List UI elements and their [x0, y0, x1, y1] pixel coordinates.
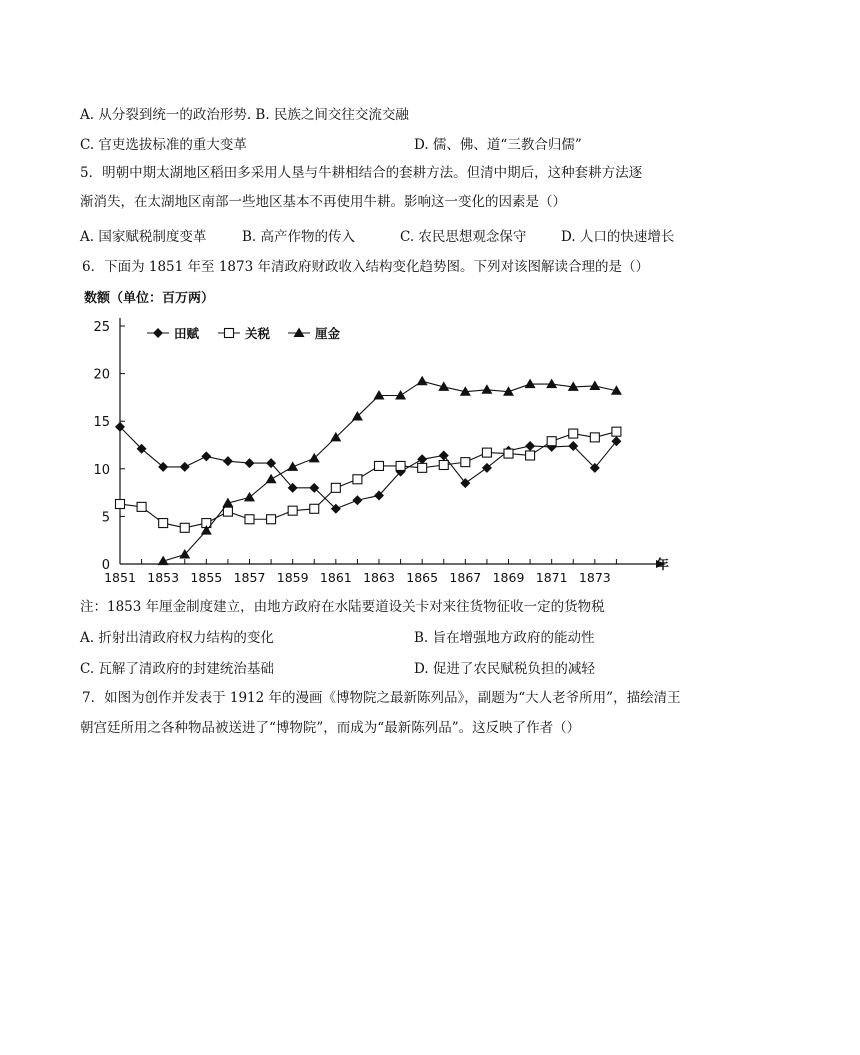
x-tick-label: 1851	[104, 570, 136, 585]
x-tick-label: 1859	[276, 570, 309, 585]
chart-legend	[147, 326, 341, 341]
series-1	[116, 427, 621, 532]
data-point	[417, 376, 428, 386]
data-point	[417, 454, 427, 464]
data-point	[504, 449, 513, 458]
data-point	[418, 463, 427, 472]
data-point	[612, 427, 621, 436]
series-2	[158, 376, 622, 565]
x-tick-label: 1865	[406, 570, 439, 585]
data-point	[375, 461, 384, 470]
data-point	[525, 379, 536, 389]
y-tick-label: 25	[93, 320, 110, 335]
data-point	[353, 475, 362, 484]
x-tick-label: 1857	[233, 570, 266, 585]
legend-label: 关税	[245, 326, 271, 341]
data-point	[461, 458, 470, 467]
y-axis-label: 数额（单位：百万两）	[84, 291, 215, 306]
data-point	[395, 390, 406, 400]
q5-stem-line2: 渐消失，在太湖地区南部一些地区基本不再使用牛耕。影响这一变化的因素是（）	[80, 194, 566, 210]
q5-option-c: C. 农民思想观念保守	[400, 229, 527, 245]
data-point	[526, 451, 535, 460]
data-point	[525, 441, 535, 451]
data-point	[439, 450, 449, 460]
x-tick-label: 1871	[535, 570, 568, 585]
data-point	[223, 456, 233, 466]
q6-note: 注：1853 年厘金制度建立，由地方政府在水陆要道设关卡对来往货物征收一定的货物税	[80, 599, 605, 615]
data-point	[310, 504, 319, 513]
y-tick-label: 15	[93, 415, 110, 431]
data-point	[546, 379, 557, 389]
y-tick-label: 0	[101, 558, 110, 573]
q5-option-b: B. 高产作物的传入	[242, 229, 356, 245]
data-point	[439, 460, 448, 469]
data-point	[266, 474, 277, 484]
q6-option-a: A. 折射出清政府权力结构的变化	[80, 630, 274, 646]
data-point	[569, 429, 578, 438]
y-tick-label: 10	[93, 462, 110, 478]
chart-series	[115, 376, 622, 565]
series-0	[115, 422, 621, 514]
x-tick-label: 1867	[449, 570, 482, 585]
data-point	[396, 461, 405, 470]
x-tick-label: 1855	[190, 570, 223, 585]
data-point	[287, 461, 298, 471]
q7-stem-line1: 7．如图为创作并发表于 1912 年的漫画《博物院之最新陈列品》，副题为“大人老爷所用”，描绘清王	[82, 690, 681, 706]
q7-stem-line2: 朝宫廷所用之各种物品被送进了“博物院”，而成为“最新陈列品”。这反映了作者（）	[80, 720, 581, 736]
x-tick-label: 1863	[363, 570, 395, 585]
y-tick-label: 5	[101, 510, 110, 526]
data-point	[460, 478, 470, 488]
legend-label: 厘金	[315, 326, 341, 341]
data-point	[223, 507, 232, 516]
data-point	[482, 448, 491, 457]
x-axis-label: 年	[656, 558, 670, 573]
q6-option-c: C. 瓦解了清政府的封建统治基础	[80, 661, 274, 677]
data-point	[180, 462, 190, 472]
legend-label: 田赋	[174, 326, 200, 341]
series-line	[120, 427, 616, 509]
x-tick-label: 1861	[319, 570, 352, 585]
x-tick-label: 1873	[578, 570, 611, 585]
q5-option-a: A. 国家赋税制度变革	[80, 229, 207, 245]
chart-ticks	[93, 320, 616, 585]
data-point	[547, 437, 556, 446]
data-point	[590, 433, 599, 442]
x-tick-label: 1869	[492, 570, 525, 585]
q6-option-b: B. 旨在增强地方政府的能动性	[414, 630, 595, 646]
q5-stem-line1: 5．明朝中期太湖地区稻田多采用人垦与牛耕相结合的套耕方法。但清中期后，这种套耕方法逐	[80, 165, 643, 181]
q4-option-d: D. 儒、佛、道“三教合归儒”	[414, 137, 582, 153]
data-point	[352, 495, 362, 505]
q6-option-d: D. 促进了农民赋税负担的减轻	[414, 661, 595, 677]
chart-axes	[120, 318, 666, 568]
data-point	[589, 380, 600, 390]
legend-marker	[153, 328, 163, 338]
q4-option-a-b: A. 从分裂到统一的政治形势. B. 民族之间交往交流交融	[80, 107, 409, 123]
data-point	[244, 492, 255, 502]
data-point	[267, 515, 276, 524]
data-point	[137, 502, 146, 511]
q4-option-c: C. 官吏选拔标准的重大变革	[80, 137, 247, 153]
legend-marker	[294, 328, 305, 338]
data-point	[481, 384, 492, 394]
series-line	[163, 381, 616, 561]
data-point	[116, 500, 125, 509]
data-point	[180, 523, 189, 532]
y-tick-label: 20	[93, 367, 110, 383]
data-point	[245, 515, 254, 524]
data-point	[288, 506, 297, 515]
data-point	[331, 483, 340, 492]
data-point	[159, 519, 168, 528]
data-point	[201, 451, 211, 461]
q6-stem: 6．下面为 1851 年至 1873 年清政府财政收入结构变化趋势图。下列对该图解读合理的是（）	[82, 259, 649, 275]
q5-option-d: D. 人口的快速增长	[561, 229, 675, 245]
data-point	[374, 390, 385, 400]
data-point	[482, 463, 492, 473]
x-tick-label: 1853	[147, 570, 180, 585]
data-point	[245, 458, 255, 468]
financial-revenue-line-chart	[78, 284, 678, 589]
legend-marker	[225, 329, 234, 338]
